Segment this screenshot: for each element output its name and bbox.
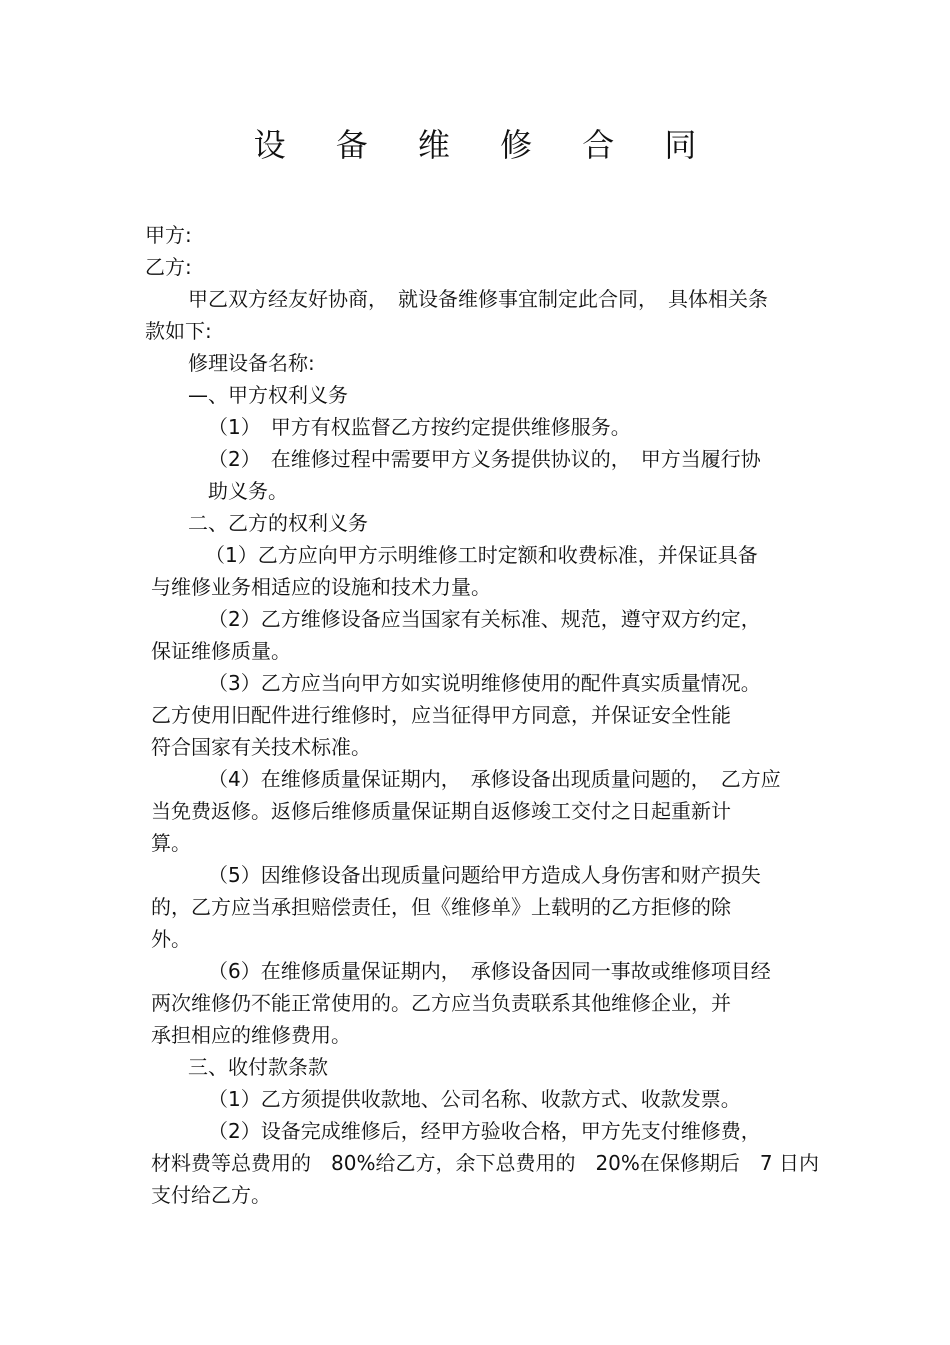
clause-line: 算。 [151,831,191,855]
clause-line: 外。 [151,927,191,951]
clause-line: （2）设备完成维修后，经甲方验收合格，甲方先支付维修费， [208,1119,761,1143]
section-heading: 二、乙方的权利义务 [188,511,368,535]
party-a-line: 甲方: [145,223,192,247]
clause-line: （2）乙方维修设备应当国家有关标准、规范，遵守双方约定， [208,607,761,631]
clause-line: 材料费等总费用的 80%给乙方，余下总费用的 20%在保修期后 7 日内 [151,1151,819,1175]
preamble-line: 甲乙双方经友好协商， 就设备维修事宜制定此合同， 具体相关条 [188,287,768,311]
clause-line: （3）乙方应当向甲方如实说明维修使用的配件真实质量情况。 [208,671,761,695]
party-b-line: 乙方: [145,255,192,279]
clause-line: 乙方使用旧配件进行维修时，应当征得甲方同意，并保证安全性能 [151,703,731,727]
clause-line: （1）乙方应向甲方示明维修工时定额和收费标准，并保证具备 [205,543,758,567]
clause-line: 承担相应的维修费用。 [151,1023,351,1047]
clause-line: 当免费返修。返修后维修质量保证期自返修竣工交付之日起重新计 [151,799,731,823]
clause-line: （1）乙方须提供收款地、公司名称、收款方式、收款发票。 [208,1087,741,1111]
clause-line: 两次维修仍不能正常使用的。乙方应当负责联系其他维修企业，并 [151,991,731,1015]
clause-line: 助义务。 [208,479,288,503]
section-heading: —、甲方权利义务 [188,383,348,407]
clause-line: （2） 在维修过程中需要甲方义务提供协议的， 甲方当履行协 [208,447,761,471]
clause-line: 保证维修质量。 [151,639,291,663]
clause-line: （5）因维修设备出现质量问题给甲方造成人身伤害和财产损失 [208,863,761,887]
clause-line: 支付给乙方。 [151,1183,271,1207]
clause-line: 与维修业务相适应的设施和技术力量。 [151,575,491,599]
section-heading: 三、收付款条款 [188,1055,328,1079]
clause-line: 的，乙方应当承担赔偿责任，但《维修单》上载明的乙方拒修的除 [151,895,731,919]
clause-line: 符合国家有关技术标准。 [151,735,371,759]
preamble-line: 款如下: [145,319,212,343]
clause-line: （1） 甲方有权监督乙方按约定提供维修服务。 [208,415,631,439]
clause-line: （6）在维修质量保证期内， 承修设备因同一事故或维修项目经 [208,959,771,983]
document-title: 设 备 维 修 合 同 [253,126,717,164]
equipment-name-line: 修理设备名称: [188,351,315,375]
clause-line: （4）在维修质量保证期内， 承修设备出现质量问题的， 乙方应 [208,767,781,791]
